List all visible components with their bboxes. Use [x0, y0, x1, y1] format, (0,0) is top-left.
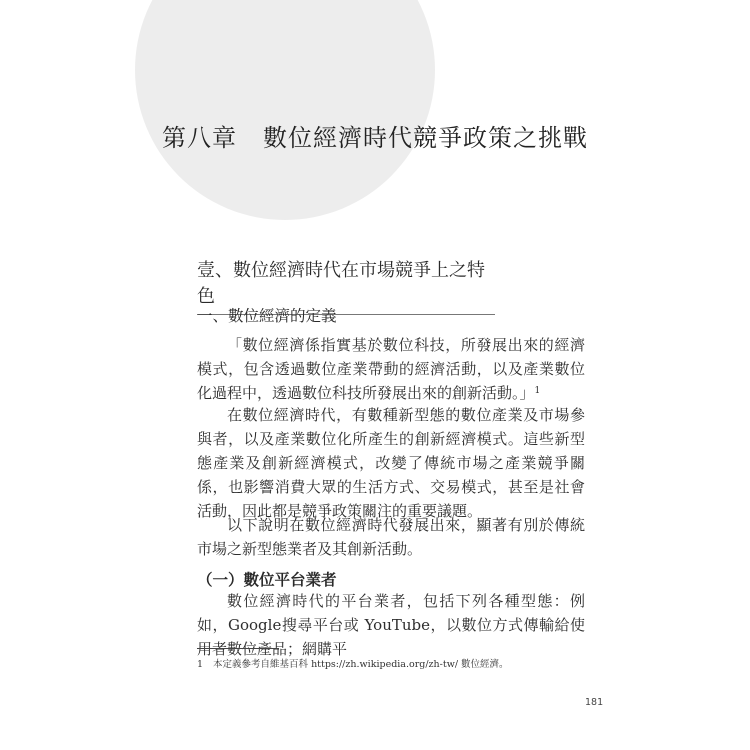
paragraph-1-text: 在數位經濟時代，有數種新型態的數位產業及市場參與者，以及產業數位化所產生的創新經濟模式。這些新型態產業及創新經濟模式，改變了傳統市場之產業競爭關係，也影響消費大眾的生活方式、交易模式，甚至是社會活動，因此都是競爭政策關注的重要議題。 [197, 406, 585, 520]
decorative-circle [135, 0, 435, 220]
quote-text: 「數位經濟係指實基於數位科技，所發展出來的經濟模式，包含透過數位產業帶動的經濟活動，以及產業數位化過程中，透過數位科技所發展出來的創新活動。」 [197, 336, 585, 402]
chapter-title [0, 118, 750, 153]
quote-block [197, 333, 585, 405]
item-paragraph [197, 589, 585, 661]
footnote-divider [197, 648, 279, 649]
footnote [197, 656, 509, 670]
paragraph-1 [197, 403, 585, 523]
chapter-number: 第八章 [162, 124, 237, 152]
chapter-title-text: 數位經濟時代競爭政策之挑戰 [263, 124, 588, 152]
footnote-number: 1 [197, 659, 204, 670]
footnote-text: 本定義參考自維基百科 https://zh.wikipedia.org/zh-tw/ 數位經濟。 [213, 659, 509, 670]
paragraph-2 [197, 513, 585, 561]
subsection-heading: 一、數位經濟的定義 [197, 307, 337, 325]
page-number: 181 [585, 697, 604, 708]
footnote-reference[interactable]: 1 [534, 386, 541, 396]
item-heading: （一）數位平台業者 [197, 571, 337, 589]
paragraph-2-text: 以下說明在數位經濟時代發展出來，顯著有別於傳統市場之新型態業者及其創新活動。 [197, 516, 585, 558]
section-heading: 壹、數位經濟時代在市場競爭上之特色 [197, 256, 495, 315]
item-paragraph-text: 數位經濟時代的平台業者，包括下列各種型態：例如，Google搜尋平台或 YouTube，以數位方式傳輸給使用者數位產品；網購平 [197, 592, 585, 658]
